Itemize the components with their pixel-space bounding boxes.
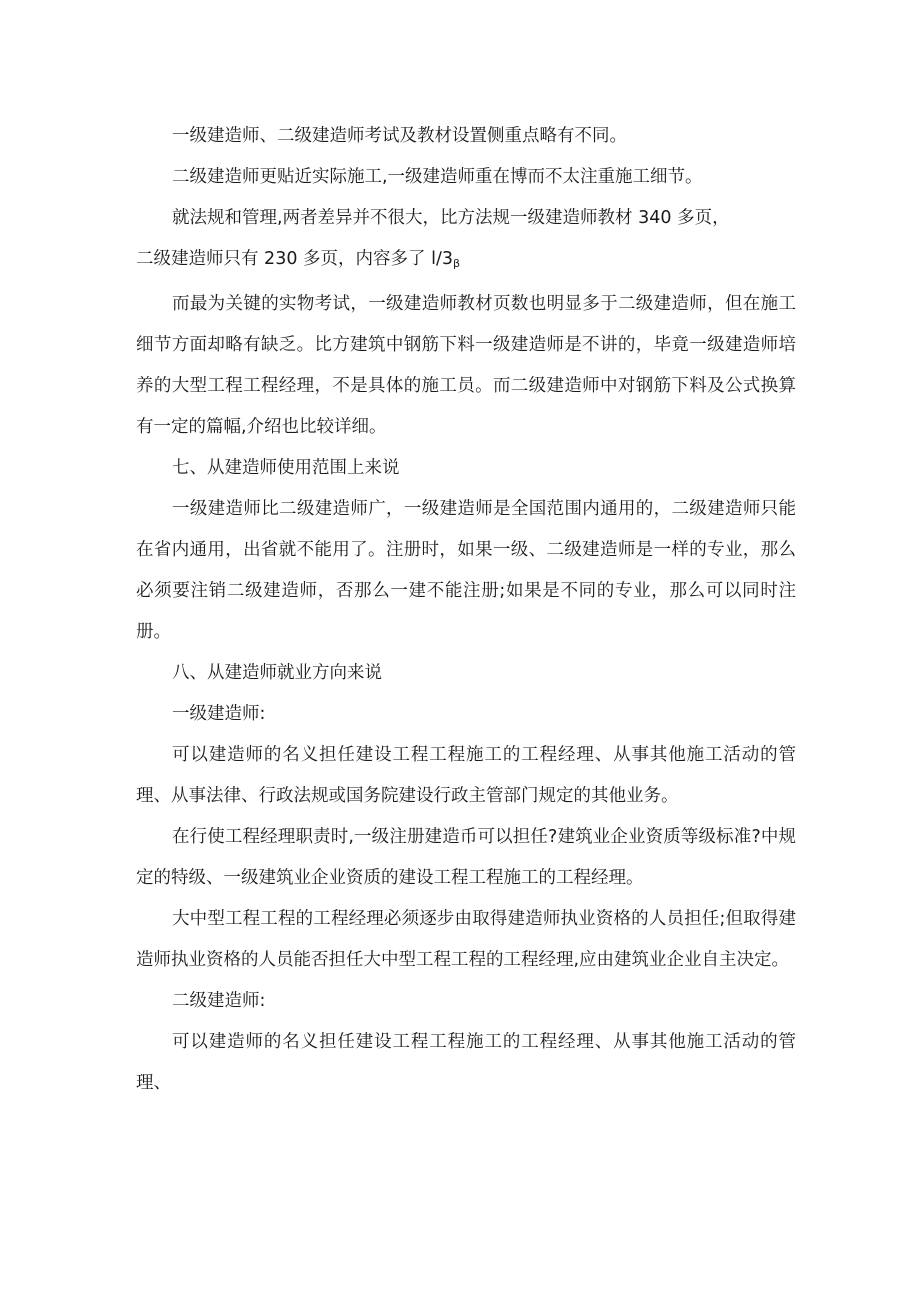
subheading: 二级建造师: bbox=[172, 991, 266, 1011]
paragraph: 一级建造师比二级建造师广，一级建造师是全国范围内通用的，二级建造师只能在省内通用，出省就不能用了。注册时，如果一级、二级建造师是一样的专业，那么必须要注销二级建造师，否那么一建不能注册;如果是不同的专业，那么可以同时注册。 bbox=[136, 499, 796, 642]
document-body bbox=[136, 116, 796, 1104]
paragraph: 二级建造师更贴近实际施工,一级建造师重在博而不太注重施工细节。 bbox=[172, 167, 703, 187]
paragraph: 就法规和管理,两者差异并不很大，比方法规一级建造师教材 340 多页， bbox=[172, 208, 730, 228]
paragraph-text: 二级建造师只有 230 多页，内容多了 l∕3 bbox=[136, 249, 453, 269]
paragraph: 可以建造师的名义担任建设工程工程施工的工程经理、从事其他施工活动的管理、 bbox=[136, 1032, 796, 1093]
paragraph: 而最为关键的实物考试，一级建造师教材页数也明显多于二级建造师，但在施工细节方面却略有缺乏。比方建筑中钢筋下料一级建造师是不讲的，毕竟一级建造师培养的大型工程工程经理，不是具体的施工员。而二级建造师中对钢筋下料及公式换算有一定的篇幅,介绍也比较详细。 bbox=[136, 294, 796, 437]
paragraph: 大中型工程工程的工程经理必须逐步由取得建造师执业资格的人员担任;但取得建造师执业资格的人员能否担任大中型工程工程的工程经理,应由建筑业企业自主决定。 bbox=[136, 909, 796, 970]
subheading: 一级建造师: bbox=[172, 704, 266, 724]
section-heading: 七、从建造师使用范围上来说 bbox=[172, 458, 400, 478]
paragraph bbox=[136, 239, 796, 284]
paragraph-suffix: β bbox=[452, 257, 461, 270]
paragraph: 可以建造师的名义担任建设工程工程施工的工程经理、从事其他施工活动的管理、从事法律、行政法规或国务院建设行政主管部门规定的其他业务。 bbox=[136, 745, 796, 806]
section-heading: 八、从建造师就业方向来说 bbox=[172, 663, 382, 683]
paragraph: 一级建造师、二级建造师考试及教材设置侧重点略有不同。 bbox=[172, 126, 627, 146]
paragraph: 在行使工程经理职责时,一级注册建造币可以担任?建筑业企业资质等级标准?中规定的特级、一级建筑业企业资质的建设工程工程施工的工程经理。 bbox=[136, 827, 796, 888]
